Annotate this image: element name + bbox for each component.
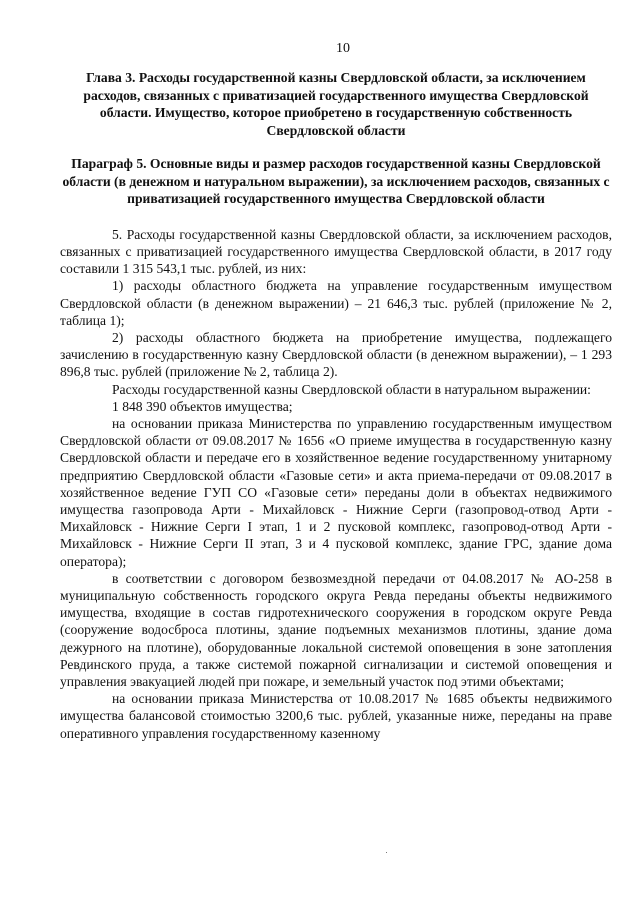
body-paragraph: в соответствии с договором безвозмездной передачи от 04.08.2017 № АО-258 в муниципальную собственность городского округа Ревда переданы объекты недвижимого имущества, входящие в состав гидротехнического сооружения в городском округе Ревда (сооружение водосброса плотины, здание подъемных механизмов плотины, здание дома дежурного на плотине), оборудованные локальной системой оповещения в зоне затопления Ревдинского пруда, а также системой пожарной сигнализации и системой оповещения и управления эвакуацией людей при пожаре, и земельный участок под этими объектами; xyxy=(60,570,612,689)
paragraph-title: Параграф 5. Основные виды и размер расходов государственной казны Свердловской области (в денежном и натуральном выражении), за исключением расходов, связанных с приватизацией государственного имущества Свердловской области xyxy=(62,156,610,207)
page-number: 10 xyxy=(336,41,350,56)
body-paragraph: Расходы государственной казны Свердловской области в натуральном выражении: xyxy=(112,381,591,397)
body-paragraph: на основании приказа Министерства от 10.08.2017 № 1685 объекты недвижимого имущества балансовой стоимостью 3200,6 тыс. рублей, указанные ниже, переданы на праве оперативного управления государственному казенному xyxy=(60,691,612,741)
scan-speck xyxy=(386,852,387,853)
body-paragraph: 1 848 390 объектов имущества; xyxy=(112,398,293,414)
body-paragraph: на основании приказа Министерства по управлению государственным имуществом Свердловской области от 09.08.2017 № 1656 «О приеме имущества в государственную казну Свердловской области и передаче его в хозяйственное ведение государственному унитарному предприятию Свердловской области «Газовые сети» и акта приема-передачи от 09.08.2017 в хозяйственное ведение ГУП СО «Газовые сети» переданы доли в объектах недвижимого имущества газопровода Арти - Михайловск - Нижние Серги (газопровод-отвод Арти - Михайловск - Нижние Серги I этап, 1 и 2 пусковой комплекс, газопровод-отвод Арти - Михайловск - Нижние Серги II этап, 3 и 4 пусковой комплекс, здание ГРС, здание дома оператора); xyxy=(60,415,612,569)
body-paragraph: 1) расходы областного бюджета на управление государственным имуществом Свердловской области (в денежном выражении) – 21 646,3 тыс. рублей (приложение № 2, таблица 1); xyxy=(60,278,612,328)
body-paragraph: 5. Расходы государственной казны Свердловской области, за исключением расходов, связанных с приватизацией государственного имущества Свердловской области, в 2017 году составили 1 315 543,1 тыс. рублей, из них: xyxy=(60,226,612,277)
chapter-title: Глава 3. Расходы государственной казны Свердловской области, за исключением расходов, связанных с приватизацией государственного имущества Свердловской области. Имущество, которое приобретено в государственную собственность Свердловской области xyxy=(83,70,589,138)
body-paragraph: 2) расходы областного бюджета на приобретение имущества, подлежащего зачислению в государственную казну Свердловской области (в денежном выражении), – 1 293 896,8 тыс. рублей (приложение № 2, таблица 2). xyxy=(60,329,612,380)
